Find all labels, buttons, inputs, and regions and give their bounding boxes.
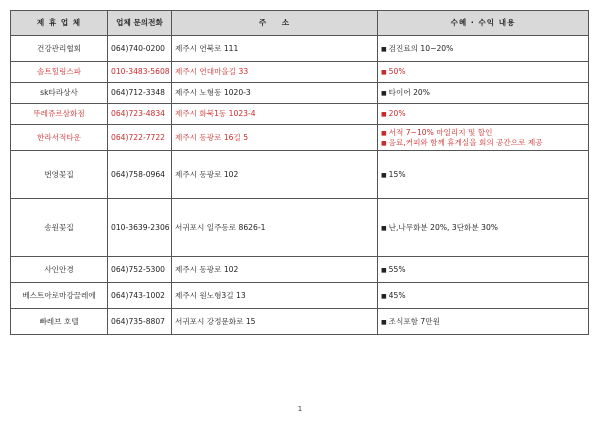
partner-name-cell: 베스트아로마강끌레에	[11, 283, 108, 309]
bullet-icon: ■	[381, 266, 387, 274]
benefit-cell	[378, 283, 589, 309]
benefit-cell	[378, 125, 589, 151]
benefit-line	[381, 291, 585, 301]
benefit-text: 타이어 20%	[388, 88, 430, 98]
bullet-icon: ■	[381, 224, 387, 232]
header-address: 주 소	[172, 11, 378, 36]
benefit-line	[381, 138, 585, 148]
benefit-cell	[378, 151, 589, 199]
benefit-line	[381, 67, 585, 77]
bullet-icon: ■	[381, 90, 387, 98]
benefit-cell	[378, 199, 589, 257]
partner-name-cell: 솔트힐링스파	[11, 62, 108, 83]
bullet-icon: ■	[381, 171, 387, 179]
benefit-text: 45%	[388, 290, 406, 300]
partner-name-cell: 빠레브 호텔	[11, 309, 108, 335]
table-row	[11, 151, 589, 199]
phone-cell: 010-3639-2306	[108, 199, 172, 257]
partner-name-cell: 한라서적타운	[11, 125, 108, 151]
benefit-line	[381, 128, 585, 138]
benefit-text: 55%	[388, 264, 406, 274]
benefit-text: 검진료의 10~20%	[388, 43, 454, 53]
address-cell: 제주시 노형동 1020-3	[172, 83, 378, 104]
benefit-line	[381, 223, 585, 233]
address-cell: 서귀포시 일주동로 8626-1	[172, 199, 378, 257]
benefit-line	[381, 317, 585, 327]
address-cell: 제주시 동광로 102	[172, 151, 378, 199]
address-cell: 제주시 동광로 102	[172, 257, 378, 283]
table-row	[11, 104, 589, 125]
header-row	[11, 11, 589, 36]
bullet-icon: ■	[381, 111, 387, 119]
table-row	[11, 62, 589, 83]
phone-cell: 064)723-4834	[108, 104, 172, 125]
bullet-icon: ■	[381, 45, 387, 53]
benefit-line	[381, 265, 585, 275]
benefit-cell	[378, 257, 589, 283]
benefit-line	[381, 109, 585, 119]
benefit-text: 음료,커피와 함께 휴게실을 회의 공간으로 제공	[388, 137, 543, 147]
header-benefit: 수혜 · 수익 내용	[378, 11, 589, 36]
bullet-icon: ■	[381, 139, 387, 147]
table-row	[11, 36, 589, 62]
address-cell: 제주시 원노형3길 13	[172, 283, 378, 309]
partner-name-cell: 사인안경	[11, 257, 108, 283]
header-phone: 업체 문의전화	[108, 11, 172, 36]
phone-cell: 064)712-3348	[108, 83, 172, 104]
table-row	[11, 83, 589, 104]
partner-table	[10, 10, 589, 335]
table-row	[11, 125, 589, 151]
benefit-cell	[378, 36, 589, 62]
phone-cell: 064)740-0200	[108, 36, 172, 62]
benefit-cell	[378, 309, 589, 335]
partner-name-cell: sk타라상사	[11, 83, 108, 104]
benefit-cell	[378, 62, 589, 83]
phone-cell: 064)743-1002	[108, 283, 172, 309]
benefit-text: 50%	[388, 67, 406, 77]
address-cell: 제주시 동광로 16길 5	[172, 125, 378, 151]
address-cell: 제주시 연대마을길 33	[172, 62, 378, 83]
phone-cell: 064)735-8807	[108, 309, 172, 335]
table-row	[11, 257, 589, 283]
bullet-icon: ■	[381, 318, 387, 326]
benefit-text: 20%	[388, 109, 406, 119]
benefit-line	[381, 170, 585, 180]
table-body	[11, 36, 589, 335]
address-cell: 제주시 화북1동 1023-4	[172, 104, 378, 125]
table-row	[11, 199, 589, 257]
benefit-text: 난,나무화분 20%, 3단화분 30%	[388, 222, 499, 232]
bullet-icon: ■	[381, 69, 387, 77]
benefit-line	[381, 88, 585, 98]
phone-cell: 010-3483-5608	[108, 62, 172, 83]
bullet-icon: ■	[381, 292, 387, 300]
page-number: 1	[297, 405, 303, 413]
benefit-text: 조식포함 7만원	[388, 316, 440, 326]
address-cell: 제주시 연북로 111	[172, 36, 378, 62]
header-partner: 제 휴 업 체	[11, 11, 108, 36]
phone-cell: 064)752-5300	[108, 257, 172, 283]
benefit-text: 서적 7~10% 마일리지 및 할인	[388, 128, 493, 137]
phone-cell: 064)758-0964	[108, 151, 172, 199]
address-cell: 서귀포시 강정문화로 15	[172, 309, 378, 335]
partner-name-cell: 뚜레쥬르삼화점	[11, 104, 108, 125]
partner-name-cell: 번영꽃집	[11, 151, 108, 199]
partner-name-cell: 송원꽃집	[11, 199, 108, 257]
benefit-cell	[378, 104, 589, 125]
table-row	[11, 309, 589, 335]
benefit-cell	[378, 83, 589, 104]
partner-name-cell: 건강관리협회	[11, 36, 108, 62]
bullet-icon: ■	[381, 130, 387, 137]
table-row	[11, 283, 589, 309]
benefit-text: 15%	[388, 169, 406, 179]
benefit-line	[381, 44, 585, 54]
phone-cell: 064)722-7722	[108, 125, 172, 151]
